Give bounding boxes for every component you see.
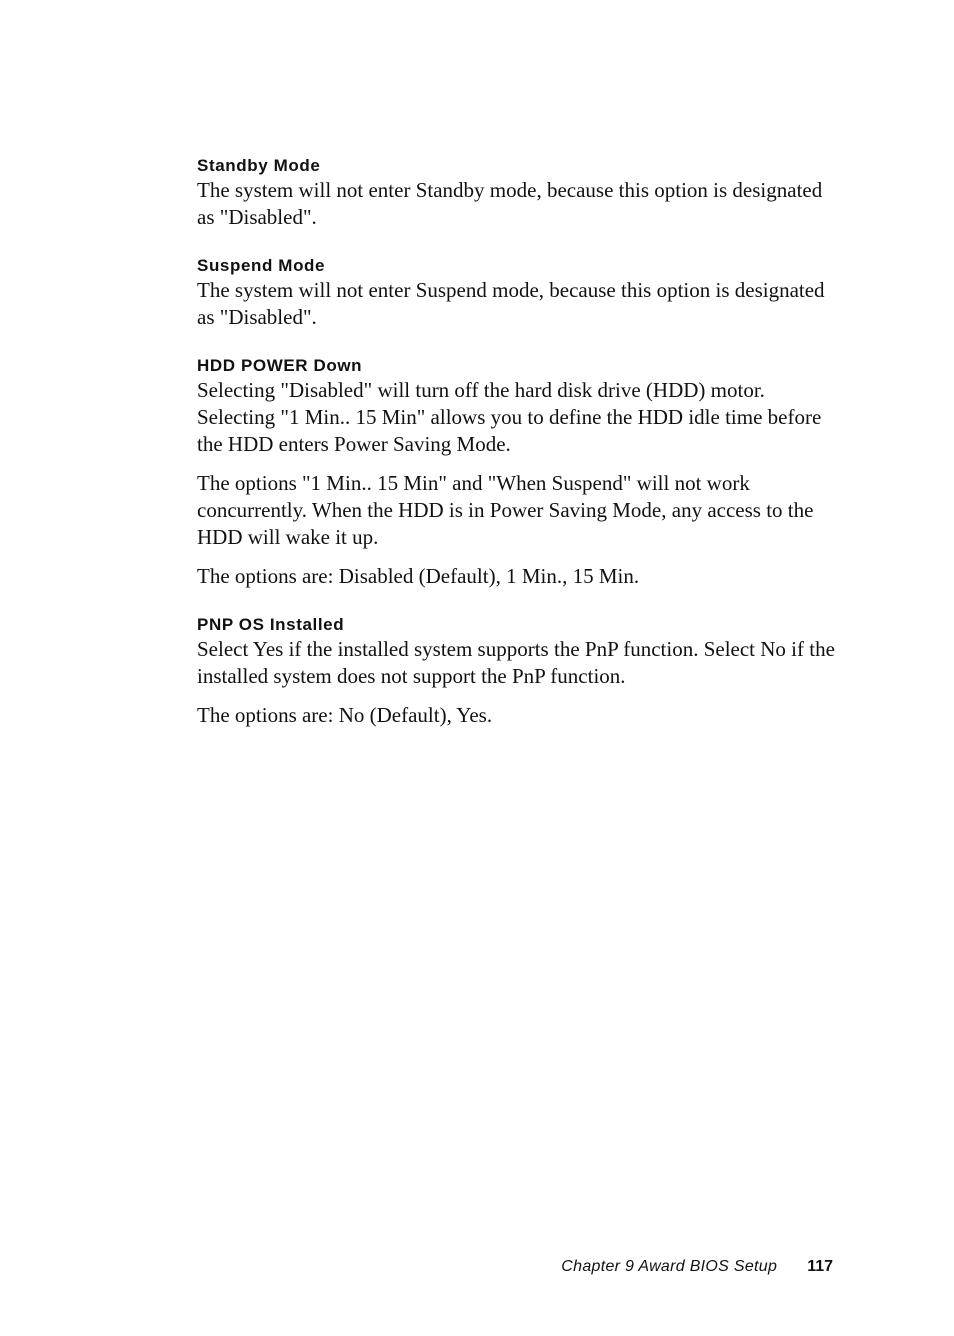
section-paragraph: Selecting "Disabled" will turn off the hard disk drive (HDD) motor. Selecting "1 Min.. 15 Min" allows you to define the HDD idle time before the HDD enters Power Saving Mode. <box>197 378 822 456</box>
page-number: 117 <box>807 1258 833 1275</box>
section-heading: PNP OS Installed <box>197 615 345 634</box>
section-paragraph: The options are: Disabled (Default), 1 Min., 15 Min. <box>197 564 640 588</box>
section-standby-mode <box>197 155 837 231</box>
footer-chapter-title: Chapter 9 Award BIOS Setup <box>561 1258 778 1275</box>
section-hdd-power-down <box>197 355 837 590</box>
page-footer <box>561 1256 833 1278</box>
section-paragraph: The system will not enter Standby mode, because this option is designated as "Disabled". <box>197 178 823 229</box>
section-paragraph: The system will not enter Suspend mode, because this option is designated as "Disabled". <box>197 278 825 329</box>
section-paragraph: Select Yes if the installed system supports the PnP function. Select No if the installed system does not support the PnP function. <box>197 637 835 688</box>
section-heading: Standby Mode <box>197 156 321 175</box>
section-heading: Suspend Mode <box>197 256 326 275</box>
section-paragraph: The options are: No (Default), Yes. <box>197 703 493 727</box>
section-suspend-mode <box>197 255 837 331</box>
section-heading: HDD POWER Down <box>197 356 363 375</box>
section-paragraph: The options "1 Min.. 15 Min" and "When Suspend" will not work concurrently. When the HDD is in Power Saving Mode, any access to the HDD will wake it up. <box>197 471 814 549</box>
section-pnp-os-installed <box>197 614 837 729</box>
page-content <box>197 155 837 753</box>
